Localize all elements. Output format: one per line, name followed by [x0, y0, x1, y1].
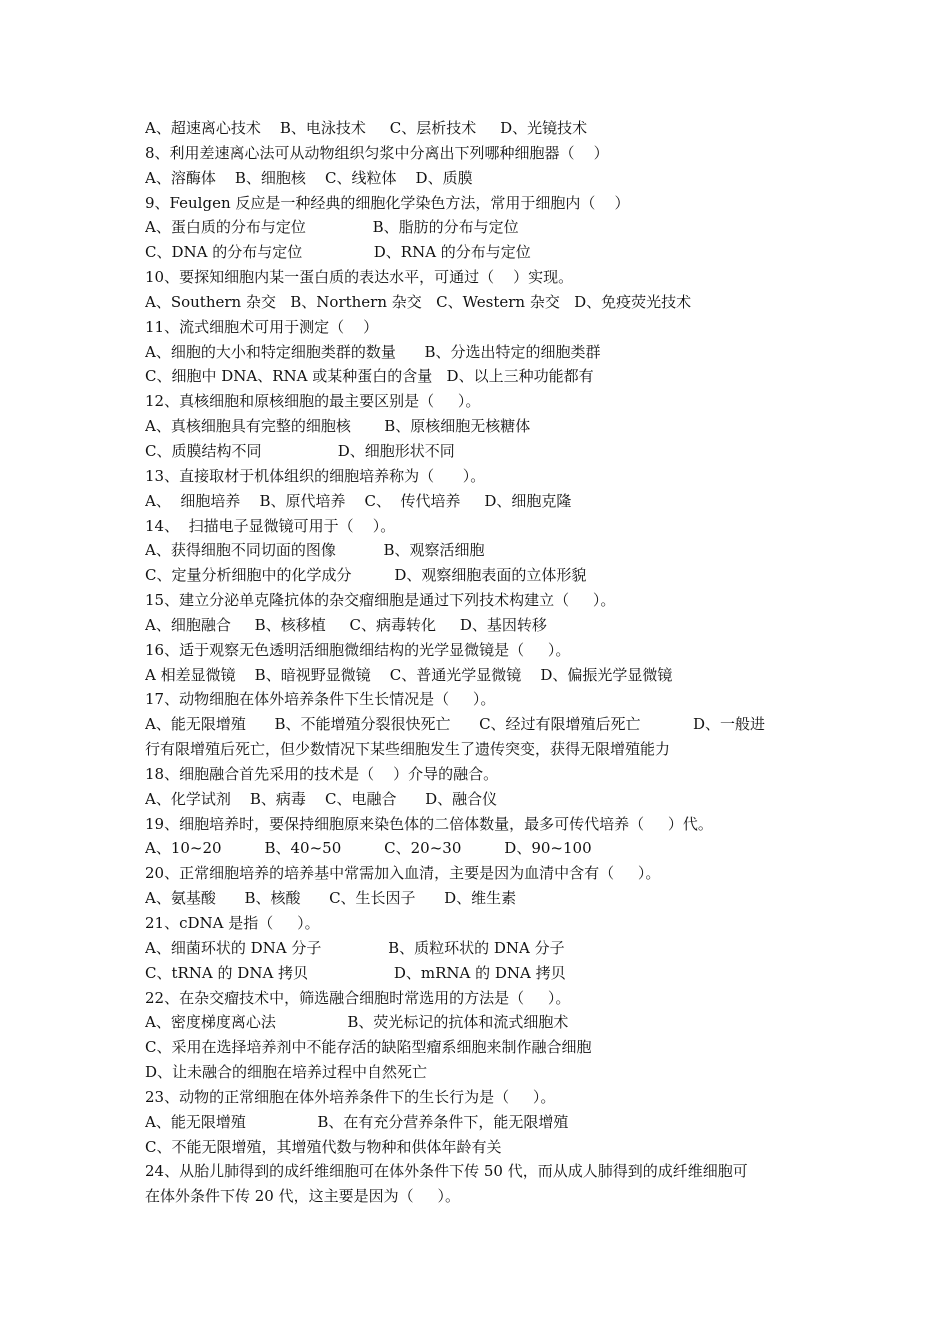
options-12-ab: A、真核细胞具有完整的细胞核 B、原核细胞无核糖体: [145, 417, 531, 436]
options-22-c: C、采用在选择培养剂中不能存活的缺陷型瘤系细胞来制作融合细胞: [145, 1038, 592, 1057]
options-11-ab: A、细胞的大小和特定细胞类群的数量 B、分选出特定的细胞类群: [145, 342, 601, 361]
question-16: 16、适于观察无色透明活细胞微细结构的光学显微镜是（ ）。: [145, 640, 571, 659]
question-12: 12、真核细胞和原核细胞的最主要区别是（ ）。: [145, 392, 481, 411]
question-10: 10、要探知细胞内某一蛋白质的表达水平，可通过（ ）实现。: [145, 268, 574, 287]
question-23: 23、动物的正常细胞在体外培养条件下的生长行为是（ ）。: [145, 1087, 556, 1106]
options-13: A、 细胞培养 B、原代培养 C、 传代培养 D、细胞克隆: [145, 491, 572, 510]
question-21: 21、cDNA 是指（ ）。: [145, 914, 320, 932]
question-22: 22、在杂交瘤技术中，筛选融合细胞时常选用的方法是（ ）。: [145, 988, 571, 1007]
question-24: 24、从胎儿肺得到的成纤维细胞可在体外条件下传 50 代，而从成人肺得到的成纤维细胞可: [145, 1162, 748, 1181]
options-23-ab: A、能无限增殖 B、在有充分营养条件下，能无限增殖: [145, 1112, 569, 1131]
options-10: A、Southern 杂交 B、Northern 杂交 C、Western 杂交 D、免疫荧光技术: [145, 292, 692, 311]
options-14-ab: A、获得细胞不同切面的图像 B、观察活细胞: [145, 541, 485, 560]
options-20: A、氨基酸 B、核酸 C、生长因子 D、维生素: [145, 889, 517, 908]
options-12-cd: C、质膜结构不同 D、细胞形状不同: [145, 441, 455, 460]
options-23-c: C、不能无限增殖，其增殖代数与物种和供体年龄有关: [145, 1137, 502, 1156]
question-13: 13、直接取材于机体组织的细胞培养称为（ ）。: [145, 466, 486, 485]
options-14-cd: C、定量分析细胞中的化学成分 D、观察细胞表面的立体形貌: [145, 566, 587, 585]
options-9-cd: C、DNA 的分布与定位 D、RNA 的分布与定位: [145, 243, 531, 262]
question-11: 11、流式细胞术可用于测定（ ）: [145, 317, 379, 336]
question-19: 19、细胞培养时，要保持细胞原来染色体的二倍体数量，最多可传代培养（ ）代。: [145, 814, 713, 833]
options-21-cd: C、tRNA 的 DNA 拷贝 D、mRNA 的 DNA 拷贝: [145, 963, 566, 982]
options-18: A、化学试剂 B、病毒 C、电融合 D、融合仪: [145, 789, 498, 808]
text-line: A、超速离心技术 B、电泳技术 C、层析技术 D、光镜技术: [145, 119, 588, 137]
options-11-cd: C、细胞中 DNA、RNA 或某种蛋白的含量 D、以上三种功能都有: [145, 367, 594, 386]
options-21-ab: A、细菌环状的 DNA 分子 B、质粒环状的 DNA 分子: [145, 938, 565, 957]
question-14: 14、 扫描电子显微镜可用于（ ）。: [145, 516, 396, 535]
question-15: 15、建立分泌单克隆抗体的杂交瘤细胞是通过下列技术构建立（ ）。: [145, 591, 616, 610]
options-22-d: D、让未融合的细胞在培养过程中自然死亡: [145, 1063, 428, 1082]
options-17-continued: 行有限增殖后死亡，但少数情况下某些细胞发生了遗传突变，获得无限增殖能力: [145, 740, 671, 759]
question-8: 8、利用差速离心法可从动物组织匀浆中分离出下列哪种细胞器（ ）: [145, 143, 609, 162]
options-22-ab: A、密度梯度离心法 B、荧光标记的抗体和流式细胞术: [145, 1013, 569, 1032]
question-18: 18、细胞融合首先采用的技术是（ ）介导的融合。: [145, 764, 499, 783]
options-19: A、10~20 B、40~50 C、20~30 D、90~100: [145, 839, 592, 858]
options-16: A 相差显微镜 B、暗视野显微镜 C、普通光学显微镜 D、偏振光学显微镜: [145, 665, 673, 684]
document-body: [145, 116, 815, 1209]
options-17: A、能无限增殖 B、不能增殖分裂很快死亡 C、经过有限增殖后死亡 D、一般进: [145, 715, 766, 734]
options-9-ab: A、蛋白质的分布与定位 B、脂肪的分布与定位: [145, 218, 519, 237]
question-24-continued: 在体外条件下传 20 代，这主要是因为（ ）。: [145, 1187, 460, 1206]
options-8: A、溶酶体 B、细胞核 C、线粒体 D、质膜: [145, 168, 473, 187]
question-9: 9、Feulgen 反应是一种经典的细胞化学染色方法，常用于细胞内（ ）: [145, 193, 630, 212]
question-20: 20、正常细胞培养的培养基中常需加入血清，主要是因为血清中含有（ ）。: [145, 864, 661, 883]
options-15: A、细胞融合 B、核移植 C、病毒转化 D、基因转移: [145, 615, 547, 634]
question-17: 17、动物细胞在体外培养条件下生长情况是（ ）。: [145, 690, 496, 709]
